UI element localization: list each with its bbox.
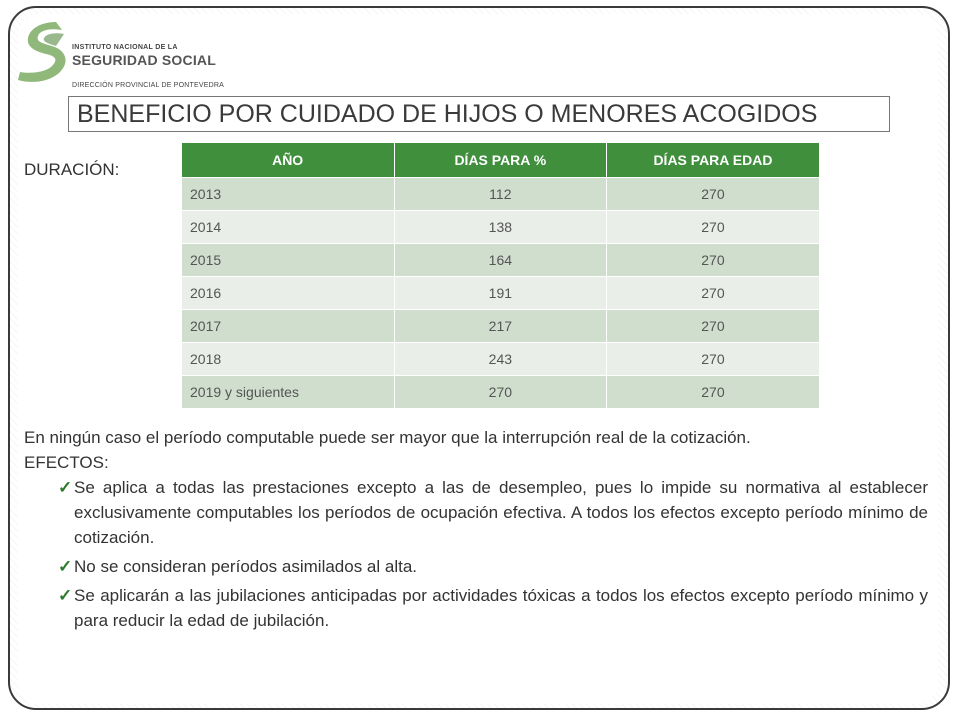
cell-days-age: 270	[606, 376, 819, 409]
logo-line3: DIRECCIÓN PROVINCIAL DE PONTEVEDRA	[72, 82, 225, 89]
cell-days-age: 270	[606, 178, 819, 211]
cell-days-percent: 243	[394, 343, 606, 376]
list-item	[58, 475, 928, 550]
cell-days-age: 270	[606, 277, 819, 310]
logo-text	[72, 44, 216, 68]
checkmark-icon: ✓	[58, 557, 73, 576]
checkmark-icon: ✓	[58, 478, 73, 497]
header-ano: AÑO	[182, 143, 395, 178]
table-row	[182, 178, 820, 211]
list-item-text: No se consideran períodos asimilados al alta.	[74, 557, 418, 576]
cell-year: 2015	[182, 244, 395, 277]
cell-year: 2018	[182, 343, 395, 376]
header-dias-edad: DÍAS PARA EDAD	[606, 143, 819, 178]
list-item-text: Se aplica a todas las prestaciones excepto a las de desempleo, pues lo impide su normativa al establecer exclusivamente computables los períodos de ocupación efectiva. A todos los efectos excepto período mínimo de cotización.	[74, 478, 928, 547]
cell-days-age: 270	[606, 343, 819, 376]
list-item	[58, 583, 928, 633]
efectos-list	[24, 475, 928, 633]
cell-days-age: 270	[606, 211, 819, 244]
cell-year: 2016	[182, 277, 395, 310]
cell-days-percent: 164	[394, 244, 606, 277]
table-row	[182, 277, 820, 310]
logo-line2: SEGURIDAD SOCIAL	[72, 52, 216, 68]
body-content	[24, 425, 928, 637]
table-row	[182, 211, 820, 244]
cell-year: 2017	[182, 310, 395, 343]
cell-days-age: 270	[606, 244, 819, 277]
table-row	[182, 343, 820, 376]
efectos-label: EFECTOS:	[24, 453, 109, 472]
cell-days-age: 270	[606, 310, 819, 343]
benefit-days-table	[181, 143, 819, 408]
table-header-row	[182, 143, 820, 178]
cell-days-percent: 217	[394, 310, 606, 343]
cell-days-percent: 138	[394, 211, 606, 244]
duracion-label: DURACIÓN:	[24, 160, 120, 179]
logo-line1: INSTITUTO NACIONAL DE LA	[72, 44, 178, 51]
cell-year: 2019 y siguientes	[182, 376, 395, 409]
cell-days-percent: 112	[394, 178, 606, 211]
table-row	[182, 376, 820, 409]
seguridad-social-logo-icon	[12, 18, 72, 90]
cell-days-percent: 191	[394, 277, 606, 310]
checkmark-icon: ✓	[58, 586, 73, 605]
table-row	[182, 310, 820, 343]
table-row	[182, 244, 820, 277]
header-dias-porcentaje: DÍAS PARA %	[394, 143, 606, 178]
list-item	[58, 554, 928, 579]
cell-year: 2014	[182, 211, 395, 244]
slide-title: BENEFICIO POR CUIDADO DE HIJOS O MENORES ACOGIDOS	[68, 96, 890, 132]
cell-days-percent: 270	[394, 376, 606, 409]
list-item-text: Se aplicarán a las jubilaciones anticipadas por actividades tóxicas a todos los efectos excepto período mínimo y para reducir la edad de jubilación.	[74, 586, 928, 630]
cell-year: 2013	[182, 178, 395, 211]
computable-period-paragraph: En ningún caso el período computable puede ser mayor que la interrupción real de la cotización.	[24, 428, 751, 447]
